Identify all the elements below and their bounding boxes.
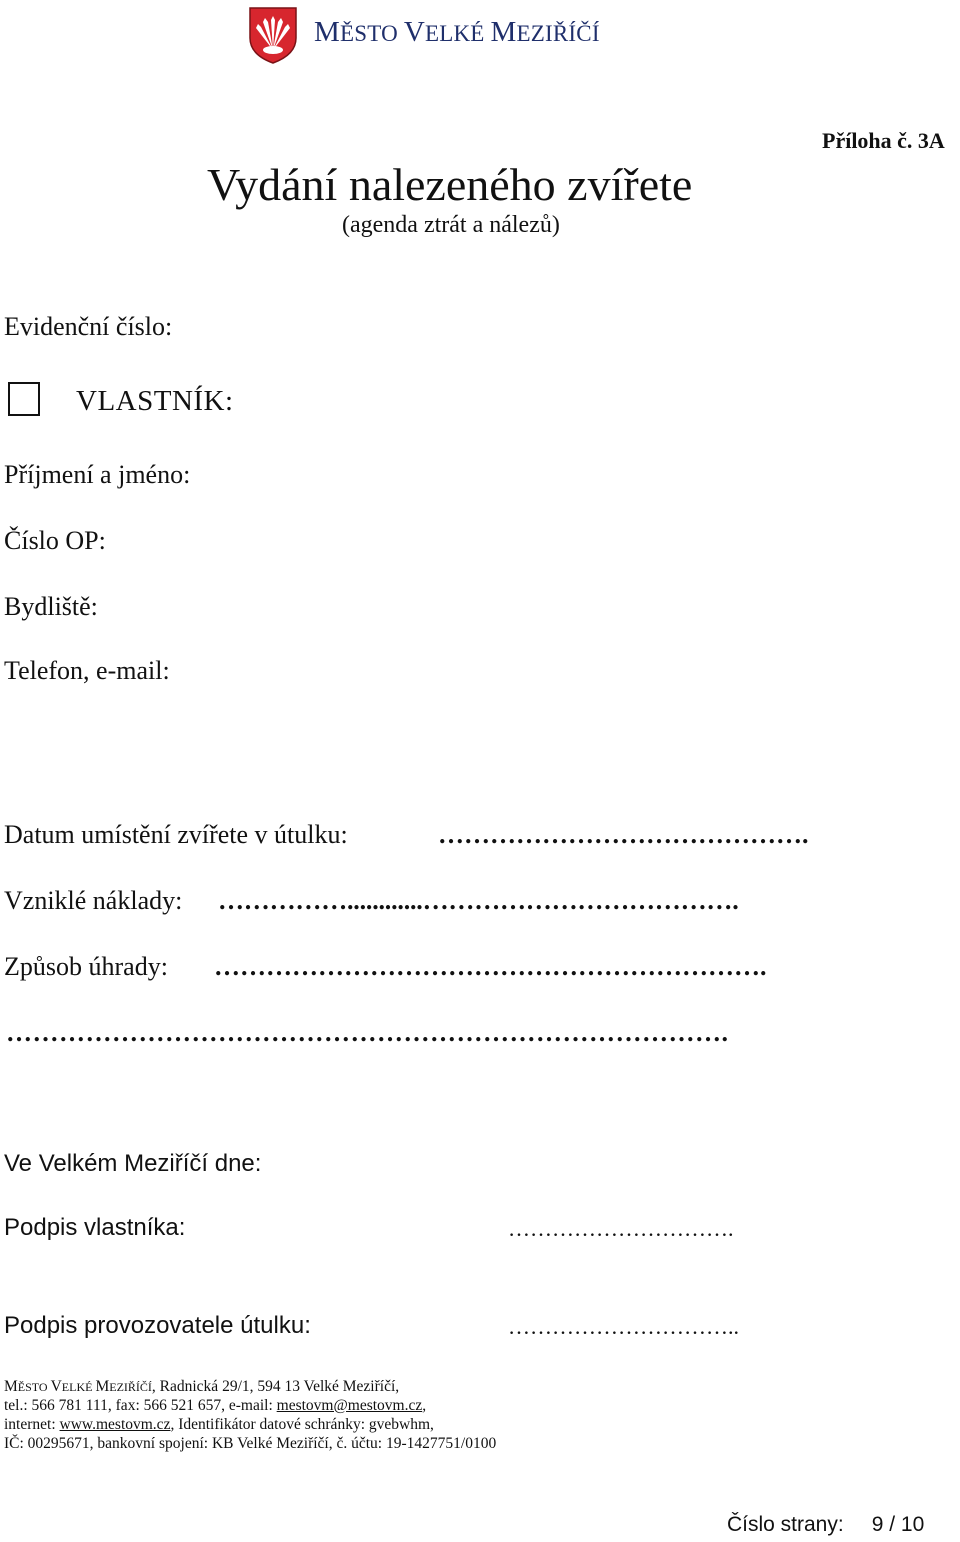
owner-heading: VLASTNÍK: bbox=[76, 385, 234, 417]
shelter-date-field[interactable]: ……………………………………. bbox=[438, 820, 809, 849]
page-number bbox=[727, 1513, 924, 1537]
website-link[interactable]: www.mestovm.cz bbox=[59, 1416, 171, 1433]
owner-signature-field[interactable]: …………………………. bbox=[508, 1216, 734, 1241]
name-label: Příjmení a jméno: bbox=[4, 460, 191, 489]
footer-line-contact: tel.: 566 781 111, fax: 566 521 657, e-mail: mestovm@mestovm.cz, bbox=[4, 1397, 427, 1414]
shelter-signature-label: Podpis provozovatele útulku: bbox=[4, 1312, 311, 1339]
document-title: Vydání nalezeného zvířete bbox=[207, 159, 693, 210]
shelter-date-label: Datum umístění zvířete v útulku: bbox=[4, 820, 348, 849]
evidence-number-label: Evidenční číslo: bbox=[4, 312, 173, 341]
footer-line-address: MĚSTO VELKÉ MEZIŘÍČÍ, Radnická 29/1, 594 13 Velké Meziříčí, bbox=[4, 1378, 400, 1395]
document-subtitle: (agenda ztrát a nálezů) bbox=[342, 212, 560, 238]
payment-method-field[interactable]: ………………………………………………………. bbox=[214, 952, 767, 981]
owner-checkbox[interactable] bbox=[8, 382, 40, 416]
id-card-label: Číslo OP: bbox=[4, 526, 106, 555]
costs-field[interactable]: ……………............………………………………. bbox=[218, 886, 739, 915]
costs-label: Vzniklé náklady: bbox=[4, 886, 183, 915]
shelter-signature-field[interactable]: ………………………….. bbox=[508, 1314, 739, 1339]
page-number-value: 9 / 10 bbox=[871, 1513, 925, 1536]
footer-line-internet: internet: www.mestovm.cz, Identifikátor datové schránky: gvebwhm, bbox=[4, 1416, 434, 1433]
footer-line-bank: IČ: 00295671, bankovní spojení: KB Velké Meziříčí, č. účtu: 19-1427751/0100 bbox=[4, 1435, 497, 1452]
phone-email-label: Telefon, e-mail: bbox=[4, 656, 170, 685]
place-date-label: Ve Velkém Meziříčí dne: bbox=[4, 1150, 262, 1177]
residence-label: Bydliště: bbox=[4, 592, 98, 621]
city-crest-icon bbox=[248, 6, 298, 64]
payment-method-field-line-2[interactable]: ………………………………………………………………………. bbox=[6, 1018, 729, 1047]
email-link[interactable]: mestovm@mestovm.cz bbox=[276, 1397, 423, 1414]
page-number-label: Číslo strany: bbox=[727, 1513, 844, 1536]
owner-signature-label: Podpis vlastníka: bbox=[4, 1214, 186, 1241]
attachment-number: Příloha č. 3A bbox=[822, 128, 945, 153]
organization-name: MĚSTO VELKÉ MEZIŘÍČÍ bbox=[314, 16, 600, 48]
payment-method-label: Způsob úhrady: bbox=[4, 952, 168, 981]
